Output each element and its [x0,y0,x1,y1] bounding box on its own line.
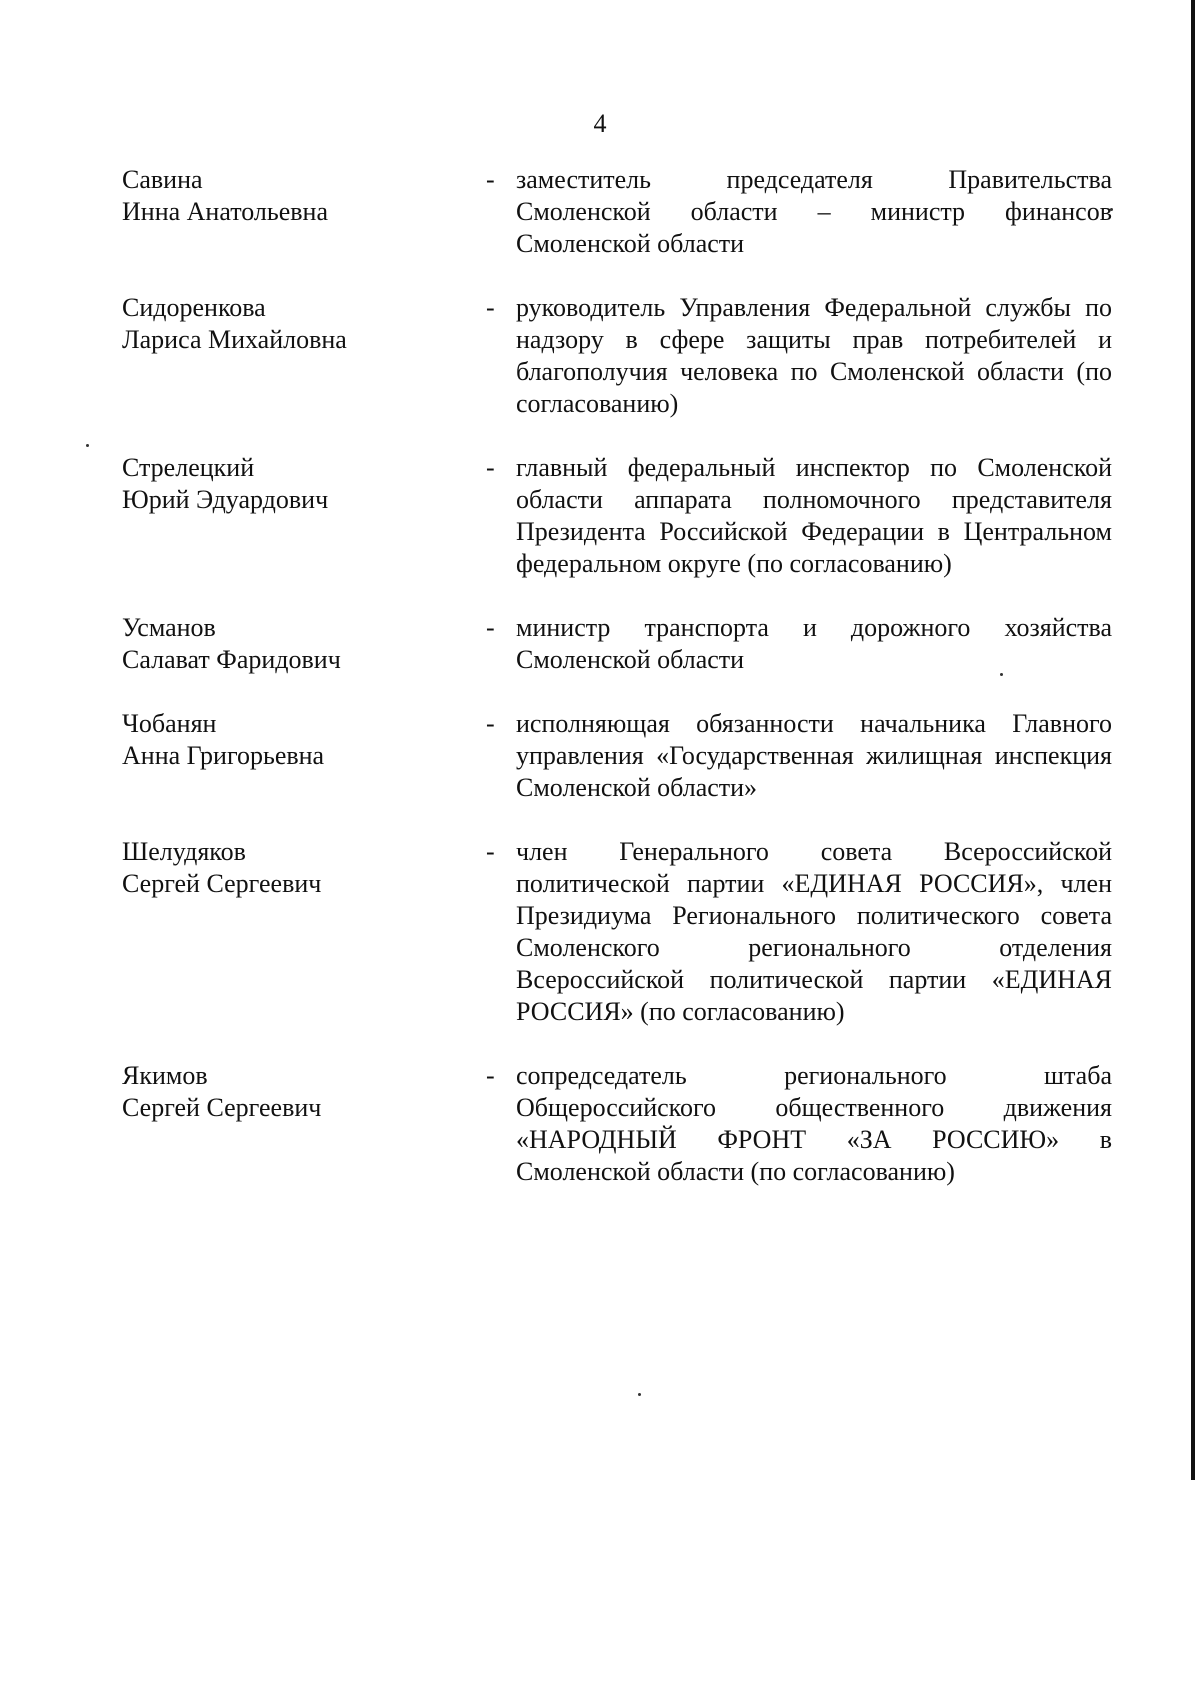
person-name [122,452,472,516]
list-item [122,292,1112,452]
list-item [122,708,1112,836]
list-item [122,164,1112,292]
person-surname: Сидоренкова [122,293,266,322]
dash-separator: - [486,453,495,482]
person-given-names: Салават Фаридович [122,645,341,674]
list-item [122,836,1112,1060]
person-name [122,836,472,900]
scan-speck [86,444,89,447]
person-surname: Усманов [122,613,216,642]
person-name [122,612,472,676]
person-role: главный федеральный инспектор по Смоленской области аппарата полномочного представителя Президента Российской Федерации в Центральном федеральном округе (по согласованию) [516,453,1112,578]
person-given-names: Сергей Сергеевич [122,869,322,898]
person-name [122,164,472,228]
person-surname: Шелудяков [122,837,246,866]
dash-separator: - [486,1061,495,1090]
person-surname: Савина [122,165,203,194]
person-name [122,708,472,772]
dash-separator: - [486,165,495,194]
list-item [122,612,1112,708]
dash-separator: - [486,837,495,866]
person-role: министр транспорта и дорожного хозяйства Смоленской области [516,613,1112,674]
dash-separator: - [486,709,495,738]
person-given-names: Юрий Эдуардович [122,485,329,514]
list-item [122,1060,1112,1188]
person-role: сопредседатель регионального штаба Общероссийского общественного движения «НАРОДНЫЙ ФРОНТ «ЗА РОССИЮ» в Смоленской области (по согласованию) [516,1061,1112,1186]
scan-speck [638,1393,641,1396]
person-role: член Генерального совета Всероссийской политической партии «ЕДИНАЯ РОССИЯ», член Президиума Регионального политического совета Смоленского регионального отделения Всероссийской политической партии «ЕДИНАЯ РОССИЯ» (по согласованию) [516,837,1112,1026]
person-role: руководитель Управления Федеральной службы по надзору в сфере защиты прав потребителей и благополучия человека по Смоленской области (по согласованию) [516,293,1112,418]
dash-separator: - [486,613,495,642]
person-role: исполняющая обязанности начальника Главного управления «Государственная жилищная инспекция Смоленской области» [516,709,1112,802]
person-name [122,1060,472,1124]
dash-separator: - [486,293,495,322]
scan-edge-line [1191,0,1195,1480]
person-role: заместитель председателя Правительства Смоленской области – министр финансов Смоленской области [516,165,1112,258]
person-given-names: Инна Анатольевна [122,197,328,226]
person-surname: Стрелецкий [122,453,255,482]
person-given-names: Сергей Сергеевич [122,1093,322,1122]
person-name [122,292,472,356]
person-given-names: Лариса Михайловна [122,325,347,354]
person-given-names: Анна Григорьевна [122,741,325,770]
person-surname: Чобанян [122,709,217,738]
page-number: 4 [593,109,607,138]
person-surname: Якимов [122,1061,208,1090]
list-item [122,452,1112,612]
member-list [122,164,1112,1188]
